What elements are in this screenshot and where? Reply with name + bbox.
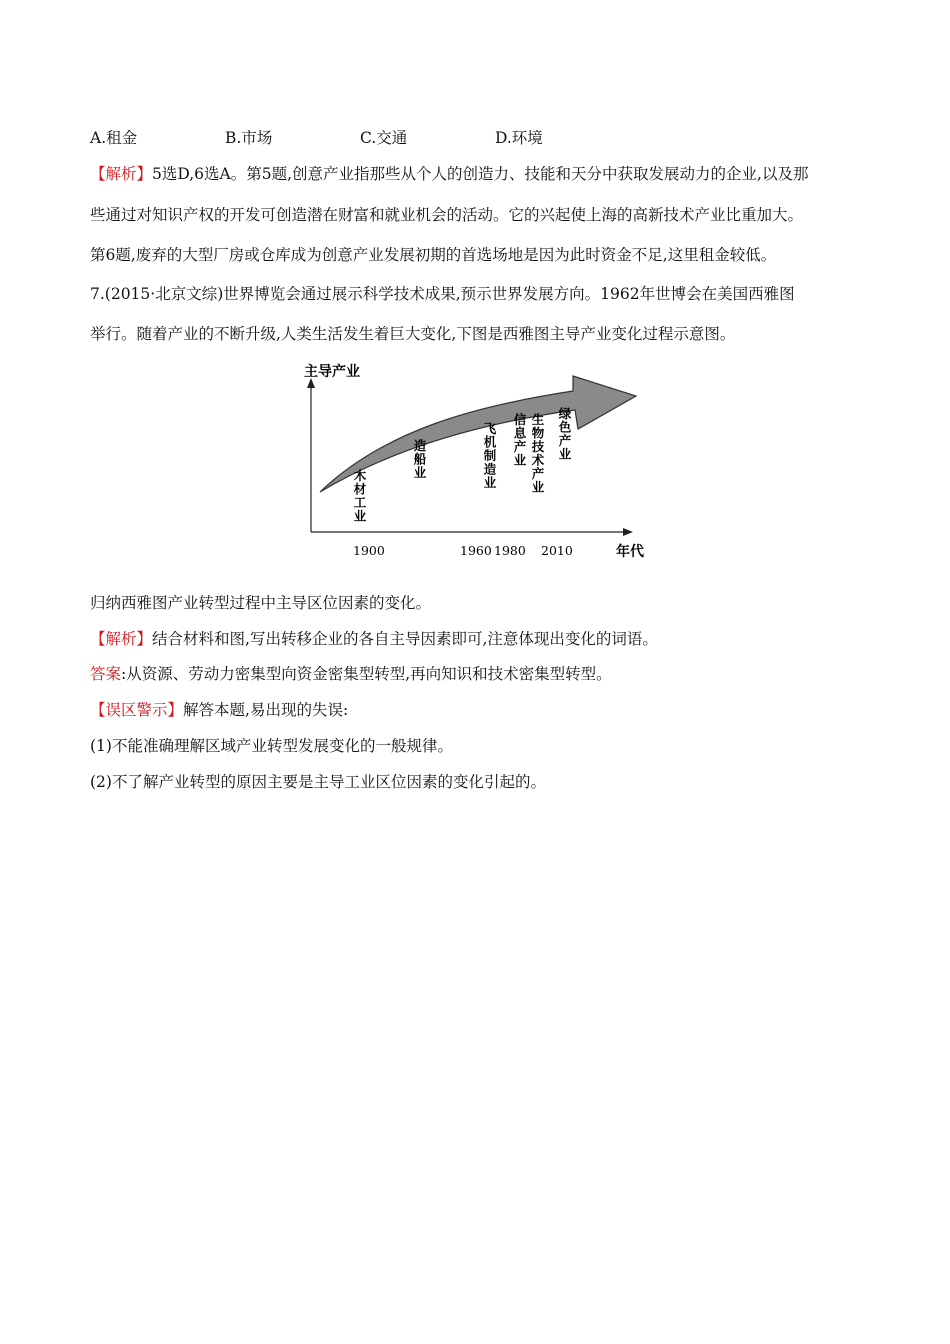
analysis-2-text: 结合材料和图,写出转移企业的各自主导因素即可,注意体现出变化的词语。 [152, 630, 658, 648]
tick-label-1980: 1980 [494, 543, 526, 558]
warning-item-2: (2)不了解产业转型的原因主要是主导工业区位因素的变化引起的。 [90, 773, 546, 791]
option-a: A.租金 [90, 129, 138, 147]
analysis-2-tag: 【解析】 [90, 630, 153, 648]
warning-line [90, 698, 348, 720]
tick-label-1960: 1960 [460, 543, 492, 558]
answer-options [90, 126, 543, 148]
answer-tag: 答案 [90, 665, 122, 683]
option-c: C.交通 [360, 129, 408, 147]
option-b: B.市场 [225, 129, 273, 147]
industry-label: 绿色产业 [558, 406, 572, 462]
answer-line [90, 662, 612, 684]
analysis-text-line-3: 第6题,废弃的大型厂房或仓库成为创意产业发展初期的首选场地是因为此时资金不足,这里租金较低。 [90, 246, 777, 264]
option-d: D.环境 [495, 129, 543, 147]
question-prompt: 归纳西雅图产业转型过程中主导区位因素的变化。 [90, 594, 432, 612]
x-axis-arrow [623, 528, 633, 536]
tick-label-2010: 2010 [541, 543, 573, 558]
industry-label: 信息产业 [513, 412, 527, 468]
analysis-text-line-1: 5选D,6选A。第5题,创意产业指那些从个人的创造力、技能和天分中获取发展动力的企业,以及那 [152, 165, 809, 183]
analysis-text-line-2: 些通过对知识产权的开发可创造潜在财富和就业机会的活动。它的兴起使上海的高新技术产业比重加大。 [90, 206, 804, 224]
industry-chart-svg [290, 358, 660, 568]
industry-label: 飞机制造业 [483, 421, 497, 490]
analysis-tag: 【解析】 [90, 165, 153, 183]
growth-arrow [320, 376, 636, 492]
answer-text: :从资源、劳动力密集型向资金密集型转型,再向知识和技术密集型转型。 [121, 665, 612, 683]
industry-chart [290, 358, 660, 568]
warning-tag: 【误区警示】 [90, 701, 184, 719]
warning-item-1: (1)不能准确理解区域产业转型发展变化的一般规律。 [90, 737, 453, 755]
analysis-paragraph-1 [90, 162, 808, 184]
analysis-paragraph-2 [90, 627, 658, 649]
industry-label: 木材工业 [353, 468, 367, 524]
question-7-line-1: 7.(2015·北京文综)世界博览会通过展示科学技术成果,预示世界发展方向。1962年世博会在美国西雅图 [90, 285, 795, 303]
tick-label-1900: 1900 [353, 543, 385, 558]
warning-text: 解答本题,易出现的失误: [183, 701, 349, 719]
x-axis-label: 年代 [616, 544, 644, 560]
industry-label: 造船业 [413, 438, 427, 480]
y-axis-label: 主导产业 [304, 364, 360, 380]
industry-label: 生物技术产业 [531, 412, 545, 495]
question-7-line-2: 举行。随着产业的不断升级,人类生活发生着巨大变化,下图是西雅图主导产业变化过程示意图。 [90, 325, 736, 343]
